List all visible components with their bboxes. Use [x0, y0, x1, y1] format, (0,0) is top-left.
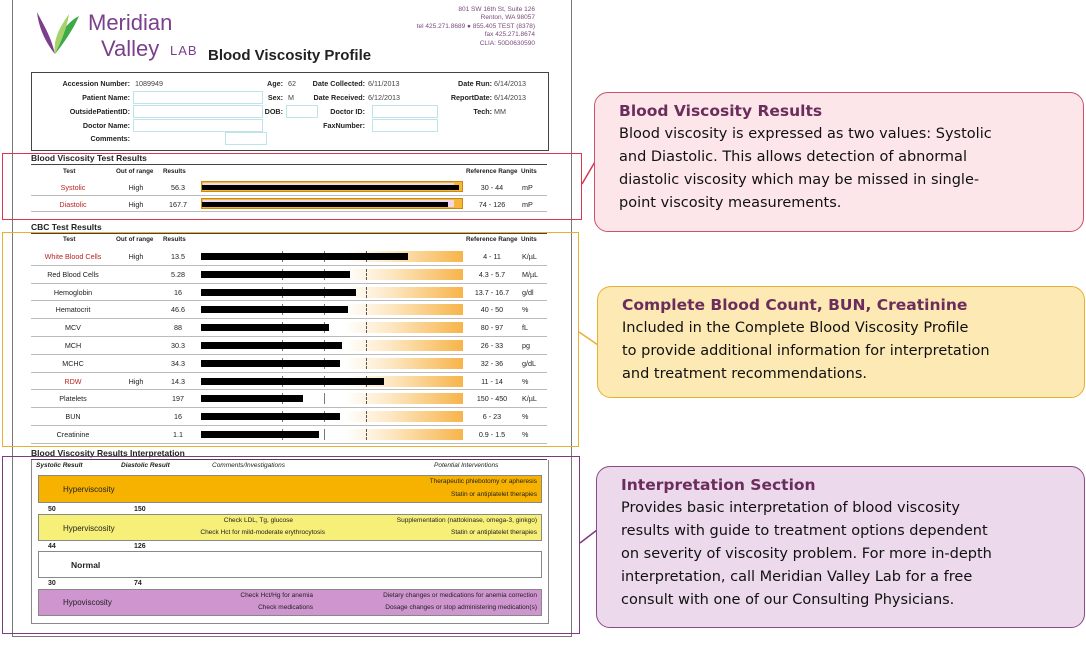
threshold-diastolic: 126 — [134, 543, 146, 550]
out-of-range-flag: High — [128, 376, 144, 386]
callout-line: and Diastolic. This allows detection of abnormal — [619, 149, 967, 165]
reference-range: 6 - 23 — [482, 412, 502, 422]
reference-range: 150 - 450 — [476, 394, 508, 404]
viscosity-section-title: Blood Viscosity Test Results — [31, 153, 147, 163]
test-name: Red Blood Cells — [47, 269, 99, 279]
units: K/µL — [522, 394, 537, 404]
test-name: MCV — [65, 323, 81, 333]
callout-title: Interpretation Section — [621, 476, 816, 494]
col-test: Test — [63, 168, 76, 175]
test-name: Hematocrit — [55, 305, 91, 315]
col-units: Units — [521, 236, 537, 243]
reference-range: 40 - 50 — [480, 305, 504, 315]
intervention: Statin or antiplatelet therapies — [451, 491, 537, 498]
threshold-diastolic: 150 — [134, 506, 146, 513]
test-name: Creatinine — [56, 430, 90, 439]
sex-value: M — [288, 93, 294, 102]
callout-title: Blood Viscosity Results — [619, 102, 823, 120]
cbc-section-title: CBC Test Results — [31, 222, 102, 232]
address-line: tel 425.271.8689 ● 855.405 TEST (8378) — [416, 22, 535, 30]
doctor-name-label: Doctor Name: — [82, 121, 130, 130]
connector-cbc — [579, 332, 598, 345]
reference-range: 32 - 36 — [480, 358, 504, 368]
address-line: CLIA: 50D0630590 — [479, 39, 535, 47]
band-label: Normal — [71, 560, 101, 570]
callout-line: on severity of viscosity problem. For more in-depth — [621, 546, 992, 562]
reference-range: 80 - 97 — [480, 323, 504, 333]
units: g/dl — [522, 287, 534, 297]
units: fL — [522, 323, 528, 333]
result-value: 5.28 — [171, 269, 185, 279]
out-of-range-flag: High — [128, 183, 144, 192]
fax-label: FaxNumber: — [323, 121, 365, 130]
run-value: 6/14/2013 — [494, 79, 526, 88]
comments-label: Comments: — [90, 134, 130, 143]
col-systolic-result: Systolic Result — [36, 462, 83, 469]
col-reference-range: Reference Range — [466, 236, 518, 243]
units: K/µL — [522, 252, 537, 261]
result-value: 1.1 — [173, 430, 183, 439]
address-line: Renton, WA 98057 — [480, 14, 535, 22]
col-interventions: Potential Interventions — [434, 462, 499, 469]
test-name: MCHC — [62, 358, 84, 368]
units: % — [522, 412, 529, 422]
units: % — [522, 376, 529, 386]
accession-label: Accession Number: — [62, 79, 130, 88]
sex-label: Sex: — [267, 93, 283, 102]
test-name: Systolic — [60, 183, 86, 192]
reference-range: 4 - 11 — [483, 252, 501, 261]
band-label: Hyperviscosity — [63, 485, 115, 494]
intervention: Supplementation (nattokinase, omega-3, ginkgo) — [396, 517, 537, 524]
lab-name-line1: Meridian — [88, 10, 173, 35]
lab-name-lab: LAB — [170, 43, 198, 58]
report-date-value: 6/14/2013 — [494, 93, 526, 102]
units: % — [522, 430, 529, 439]
received-label: Date Received: — [313, 93, 365, 102]
reference-range: 4.3 - 5.7 — [478, 269, 506, 279]
received-value: 6/12/2013 — [368, 93, 400, 102]
test-name: Hemoglobin — [53, 287, 93, 297]
reference-range: 13.7 - 16.7 — [474, 287, 510, 297]
callout-line: and treatment recommendations. — [622, 366, 868, 382]
col-out-of-range: Out of range — [116, 168, 154, 175]
callout-viscosity — [594, 92, 1084, 232]
intervention: Therapeutic phlebotomy or apheresis — [429, 478, 537, 485]
reference-range: 74 - 126 — [478, 199, 506, 209]
intervention: Dietary changes or medications for anemia correction — [383, 592, 537, 599]
patient-name-label: Patient Name: — [82, 93, 130, 102]
collected-value: 6/11/2013 — [368, 79, 400, 88]
band-label: Hyperviscosity — [63, 524, 115, 533]
col-comments: Comments/Investigations — [212, 462, 285, 469]
col-reference-range: Reference Range — [466, 168, 518, 175]
dob-label: DOB: — [264, 107, 283, 116]
result-value: 88 — [174, 323, 182, 333]
test-name: Diastolic — [59, 199, 87, 209]
units: mP — [522, 183, 533, 192]
threshold-systolic: 30 — [48, 580, 56, 587]
age-label: Age: — [267, 79, 283, 88]
lab-name-line2: Valley — [101, 36, 160, 61]
callout-line: Blood viscosity is expressed as two values: Systolic — [619, 126, 992, 142]
col-results: Results — [163, 168, 186, 175]
result-value: 197 — [172, 394, 184, 404]
comment: Check Hct for mild-moderate erythrocytosis — [200, 529, 325, 536]
callout-interpretation — [596, 466, 1085, 628]
age-value: 62 — [288, 79, 296, 88]
result-value: 167.7 — [169, 199, 187, 209]
collected-label: Date Collected: — [312, 79, 365, 88]
col-diastolic-result: Diastolic Result — [121, 462, 170, 469]
reference-range: 11 - 14 — [481, 376, 503, 386]
test-name: MCH — [64, 341, 82, 350]
result-value: 30.3 — [171, 341, 185, 350]
band-label: Hypoviscosity — [63, 598, 112, 607]
callout-line: consult with one of our Consulting Physicians. — [621, 592, 955, 608]
comment: Check Hct/Hg for anemia — [240, 592, 313, 599]
threshold-systolic: 44 — [48, 543, 56, 550]
reference-range: 26 - 33 — [480, 341, 504, 350]
address-line: 801 SW 16th St, Suite 126 — [458, 6, 535, 13]
reference-range: 30 - 44 — [480, 183, 504, 192]
outside-id-label: OutsidePatientID: — [69, 107, 130, 116]
threshold-diastolic: 74 — [134, 580, 142, 587]
result-value: 16 — [174, 412, 182, 422]
out-of-range-flag: High — [128, 199, 144, 209]
tech-value: MM — [494, 107, 506, 116]
units: mP — [522, 199, 533, 209]
units: % — [522, 305, 529, 315]
result-value: 14.3 — [171, 376, 185, 386]
run-label: Date Run: — [458, 79, 492, 88]
comment: Check LDL, Tg, glucose — [223, 517, 293, 524]
test-name: RDW — [64, 376, 82, 386]
threshold-systolic: 50 — [48, 506, 56, 513]
connector-interpretation — [580, 530, 597, 543]
col-results: Results — [163, 236, 186, 243]
callout-line: point viscosity measurements. — [619, 195, 842, 211]
callout-line: diastolic viscosity which may be missed in single- — [619, 172, 980, 188]
units: pg — [522, 341, 530, 350]
tech-label: Tech: — [473, 107, 492, 116]
col-out-of-range: Out of range — [116, 236, 154, 243]
callout-line: interpretation, call Meridian Valley Lab for a free — [621, 569, 973, 585]
report-date-label: ReportDate: — [450, 93, 492, 102]
intervention: Dosage changes or stop administering medication(s) — [385, 604, 537, 611]
test-name: White Blood Cells — [44, 252, 102, 261]
accession-value: 1089949 — [135, 79, 163, 88]
units: M/µL — [522, 269, 539, 279]
callout-cbc — [597, 286, 1085, 398]
callout-line: Provides basic interpretation of blood viscosity — [621, 500, 960, 516]
callout-line: to provide additional information for interpretation — [622, 343, 990, 359]
intervention: Statin or antiplatelet therapies — [451, 529, 537, 536]
callout-line: Included in the Complete Blood Viscosity Profile — [622, 320, 969, 336]
col-units: Units — [521, 168, 537, 175]
units: g/dL — [522, 358, 536, 368]
doctor-id-label: Doctor ID: — [330, 107, 365, 116]
out-of-range-flag: High — [128, 252, 144, 261]
result-value: 16 — [174, 287, 182, 297]
col-test: Test — [63, 236, 76, 243]
interpretation-section-title: Blood Viscosity Results Interpretation — [31, 448, 185, 458]
test-name: BUN — [65, 412, 81, 422]
reference-range: 0.9 - 1.5 — [478, 430, 506, 439]
callout-line: results with guide to treatment options dependent — [621, 523, 988, 539]
result-value: 13.5 — [171, 252, 185, 261]
callout-title: Complete Blood Count, BUN, Creatinine — [622, 296, 968, 314]
address-line: fax 425.271.8674 — [484, 31, 535, 39]
report-title: Blood Viscosity Profile — [208, 47, 372, 64]
test-name: Platelets — [59, 394, 87, 404]
comment: Check medications — [258, 604, 313, 611]
result-value: 46.6 — [171, 305, 185, 315]
result-value: 34.3 — [171, 358, 185, 368]
result-value: 56.3 — [171, 183, 185, 192]
